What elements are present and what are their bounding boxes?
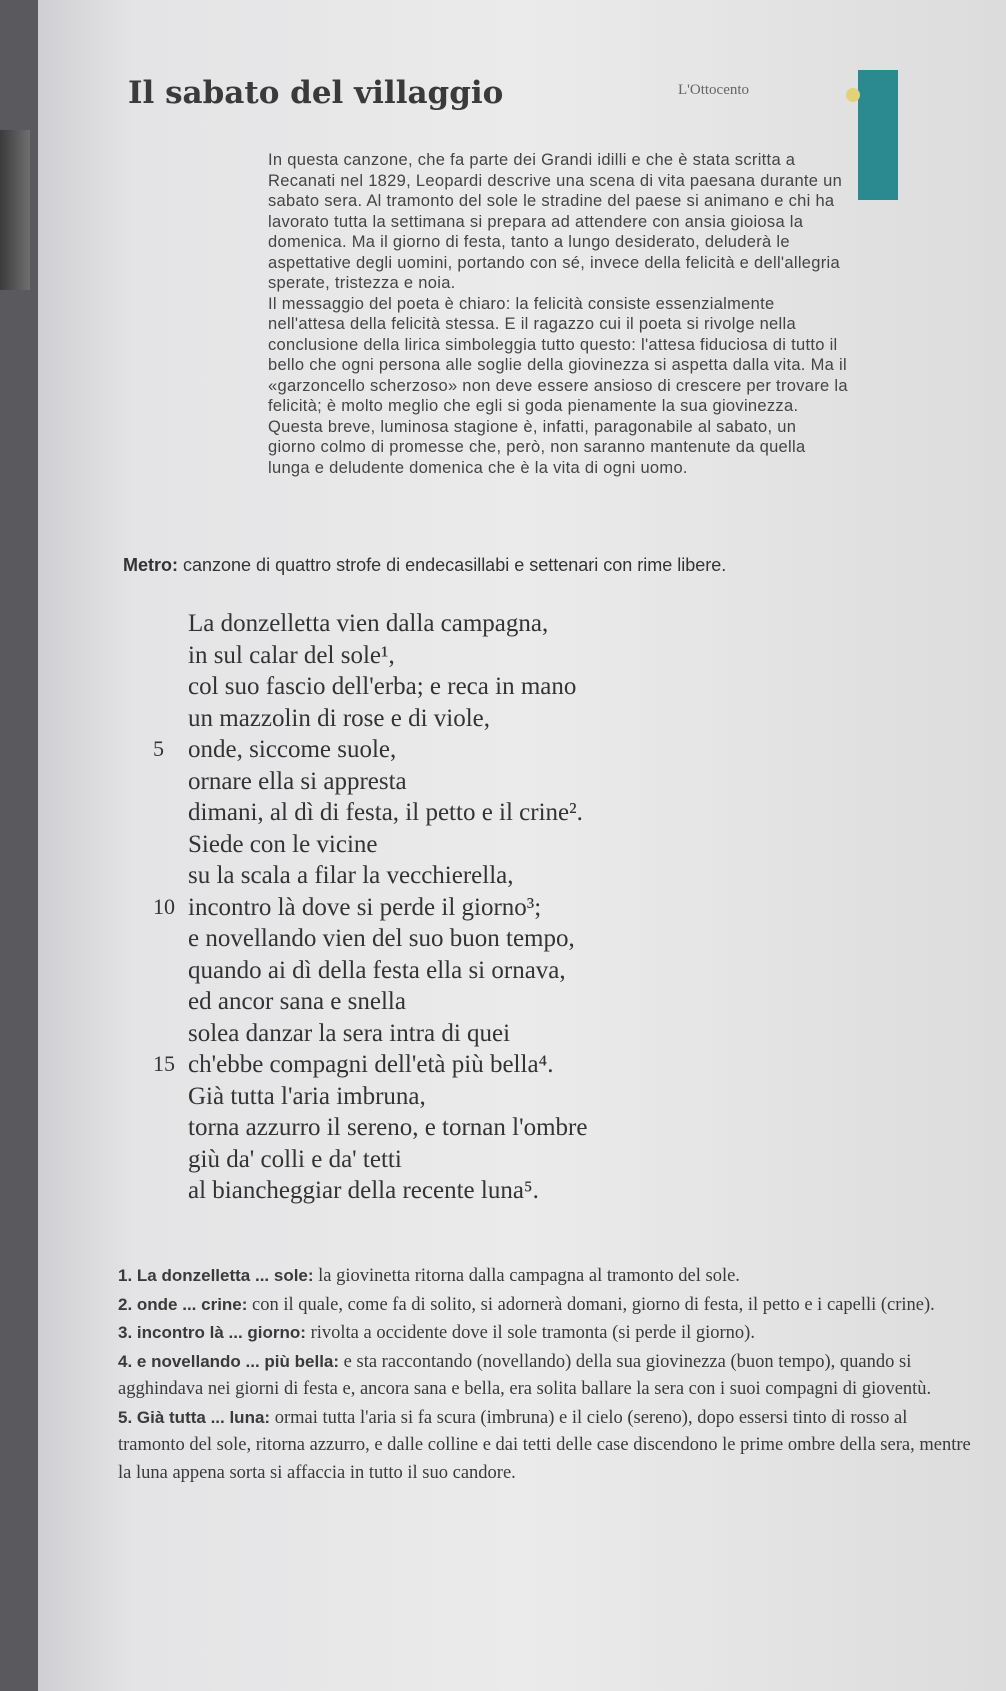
decorative-band bbox=[858, 70, 898, 200]
line-text: al biancheggiar della recente luna⁵. bbox=[188, 1177, 539, 1204]
poem bbox=[98, 610, 587, 1209]
footnote bbox=[118, 1319, 978, 1348]
intro-paragraph: In questa canzone, che fa parte dei Grandi idilli e che è stata scritta a Recanati nel 1829, Leopardi descrive una scena di vita paesana durante un sabato sera. Al tramonto del sole le stradine del paese si animano e chi ha lavorato tutta la settimana si prepara ad attendere con ansia gioiosa la domenica. Ma il giorno di festa, tanto a lungo desiderato, deluderà le aspettative degli uomini, portando con sé, invece della felicità e dell'allegria sperate, tristezza e noia. bbox=[268, 151, 843, 292]
poem-line bbox=[98, 736, 587, 768]
metro-text: canzone di quattro strofe di endecasillabi e settenari con rime libere. bbox=[178, 555, 727, 575]
poem-line bbox=[98, 673, 587, 705]
footnote-text: la giovinetta ritorna dalla campagna al tramonto del sole. bbox=[313, 1266, 740, 1286]
line-text: solea danzar la sera intra di quei bbox=[188, 1019, 511, 1047]
line-text: su la scala a filar la vecchierella, bbox=[188, 862, 514, 889]
line-text: giù da' colli e da' tetti bbox=[188, 1145, 402, 1173]
poem-line bbox=[98, 1051, 587, 1083]
poem-line bbox=[98, 642, 587, 674]
poem-line bbox=[98, 799, 587, 831]
footnote bbox=[118, 1291, 978, 1320]
line-text: Già tutta l'aria imbruna, bbox=[188, 1082, 426, 1110]
footnote bbox=[118, 1348, 978, 1404]
line-text: incontro là dove si perde il giorno³; bbox=[188, 893, 542, 921]
line-text: col suo fascio dell'erba; e reca in mano bbox=[188, 673, 577, 700]
footnote-key: 2. onde ... crine: bbox=[118, 1294, 248, 1314]
poem-line bbox=[98, 1177, 587, 1209]
footnote-key: 3. incontro là ... giorno: bbox=[118, 1323, 306, 1342]
footnote-text: ormai tutta l'aria si fa scura (imbruna) e il cielo (sereno), dopo essersi tinto di rosso al tramonto del sole, ritorna azzurro, e dalle colline e dai tetti delle case discendono le prime ombre della sera, mentre la luna appena sorta si affaccia in tutto il suo candore. bbox=[118, 1407, 971, 1483]
footnote-text: con il quale, come fa di solito, si adornerà domani, giorno di festa, il petto e i capelli (crine). bbox=[247, 1294, 935, 1315]
footnote bbox=[118, 1262, 978, 1291]
line-text: torna azzurro il sereno, e tornan l'ombre bbox=[188, 1114, 588, 1141]
poem-line bbox=[98, 1146, 587, 1178]
poem-line bbox=[98, 705, 587, 737]
line-text: ed ancor sana e snella bbox=[188, 988, 406, 1015]
poem-line bbox=[98, 831, 587, 863]
footnotes bbox=[118, 1262, 978, 1487]
line-text: un mazzolin di rose e di viole, bbox=[188, 704, 491, 732]
poem-line bbox=[98, 862, 587, 894]
footnote-text: rivolta a occidente dove il sole tramonta (si perde il giorno). bbox=[305, 1323, 755, 1343]
line-number: 10 bbox=[153, 893, 175, 919]
decorative-dot bbox=[846, 88, 860, 102]
poem-line bbox=[98, 610, 587, 642]
line-text: in sul calar del sole¹, bbox=[188, 641, 395, 669]
metro-line bbox=[123, 555, 983, 576]
poem-line bbox=[98, 957, 587, 989]
line-text: ornare ella si appresta bbox=[188, 767, 407, 795]
footnote-key: 4. e novellando ... più bella: bbox=[118, 1351, 340, 1371]
page-title: Il sabato del villaggio bbox=[128, 75, 504, 111]
line-text: ch'ebbe compagni dell'età più bella⁴. bbox=[188, 1051, 554, 1078]
poem-line bbox=[98, 925, 587, 957]
poem-line bbox=[98, 1083, 587, 1115]
intro-paragraph: Il messaggio del poeta è chiaro: la felicità consiste essenzialmente nell'attesa della felicità stessa. E il ragazzo cui il poeta si rivolge nella conclusione della lirica simboleggia tutto questo: l'attesa fiduciosa di tutto il bello che ogni persona alle soglie della giovinezza si aspetta dalla vita. Ma il «garzoncello scherzoso» non deve essere ansioso di crescere per trovare la felicità; è molto meglio che egli si goda pienamente la sua giovinezza. Questa breve, luminosa stagione è, infatti, paragonabile al sabato, un giorno colmo di promesse che, però, non saranno mantenute da quella lunga e deludente domenica che è la vita di ogni uomo. bbox=[268, 294, 848, 477]
line-text: quando ai dì della festa ella si ornava, bbox=[188, 956, 566, 984]
footnote-key: 1. La donzelletta ... sole: bbox=[118, 1266, 314, 1285]
line-text: La donzelletta vien dalla campagna, bbox=[188, 610, 549, 637]
line-text: Siede con le vicine bbox=[188, 830, 378, 858]
book-page bbox=[38, 0, 1006, 1691]
line-number: 5 bbox=[153, 736, 164, 761]
section-label: L'Ottocento bbox=[678, 82, 750, 98]
line-text: dimani, al dì di festa, il petto e il crine². bbox=[188, 799, 583, 826]
footnote-key: 5. Già tutta ... luna: bbox=[118, 1407, 271, 1427]
metro-label: Metro: bbox=[123, 555, 178, 575]
poem-line bbox=[98, 894, 587, 926]
footnote-text: e sta raccontando (novellando) della sua giovinezza (buon tempo), quando si agghindava nei giorni di festa e, ancora sana e bella, era solita ballare la sera con i suoi compagni di gioventù. bbox=[118, 1351, 932, 1399]
poem-line bbox=[98, 768, 587, 800]
poem-line bbox=[98, 988, 587, 1020]
intro-text bbox=[268, 150, 848, 478]
line-text: e novellando vien del suo buon tempo, bbox=[188, 925, 575, 952]
line-text: onde, siccome suole, bbox=[188, 736, 397, 763]
book-spine bbox=[0, 130, 30, 290]
footnote bbox=[118, 1404, 978, 1488]
poem-line bbox=[98, 1114, 587, 1146]
line-number: 15 bbox=[153, 1051, 175, 1076]
poem-line bbox=[98, 1020, 587, 1052]
